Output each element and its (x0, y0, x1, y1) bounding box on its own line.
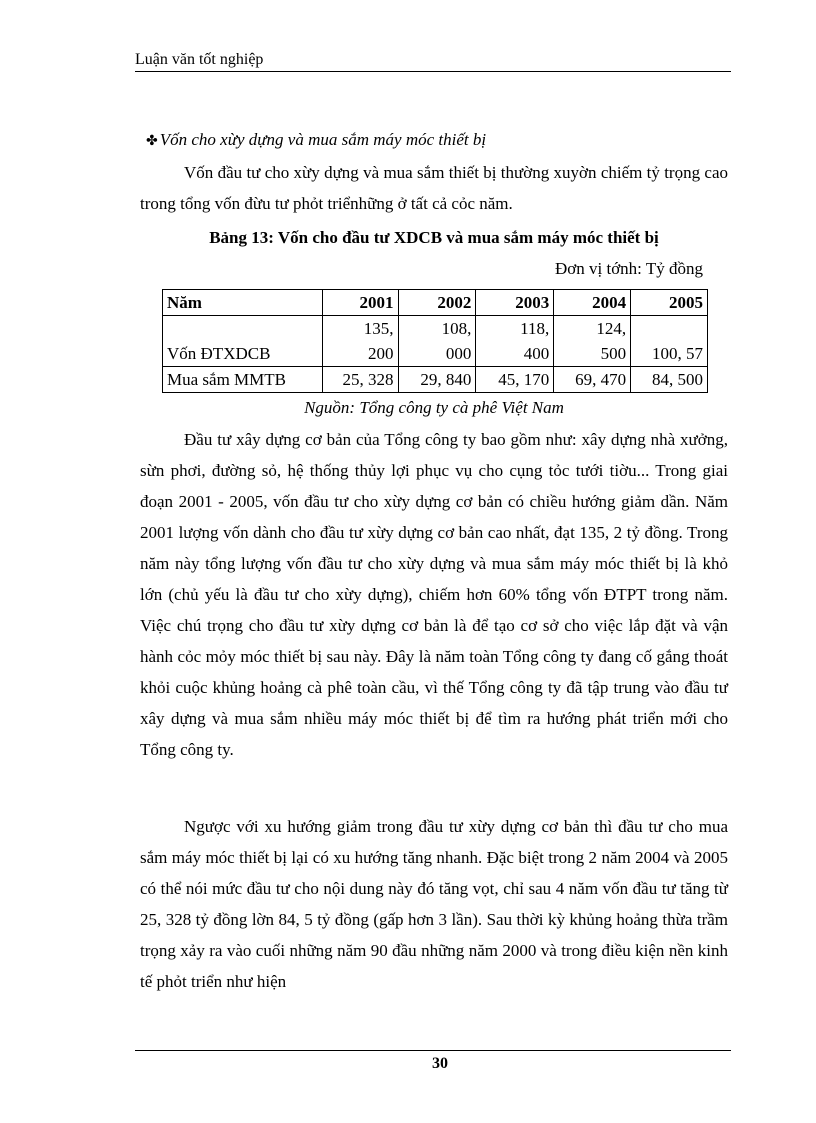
table-header-cell: 2002 (398, 290, 476, 316)
cell-line: 108, (441, 319, 472, 338)
page-number: 30 (432, 1055, 448, 1072)
cell-line: 500 (600, 344, 627, 363)
footer-divider (135, 1050, 731, 1051)
table-cell (398, 316, 476, 367)
section-heading-text: Vốn cho xừy dựng và mua sắm máy móc thiết bị (159, 130, 487, 149)
bullet-icon: ✤ (146, 134, 158, 149)
table-cell: 45, 170 (476, 367, 554, 393)
paragraph-construction: Đầu tư xây dựng cơ bản của Tổng công ty bao gồm như: xây dựng nhà xưởng, sừn phơi, đường sỏ, hệ thống thủy lợi phục vụ cho cụng tỏc tưới tiờu... Trong giai đoạn 2001 - 2005, vốn đầu tư cho xừy dựng cơ bản có chiều hướng giảm dần. Năm 2001 lượng vốn dành cho đầu tư xừy dựng cơ bản cao nhất, đạt 135, 2 tỷ đồng. Trong năm này tổng lượng vốn đầu tư cho xừy dựng và mua sắm máy móc thiết bị là khỏ lớn (chủ yếu là đầu tư cho xừy dựng), chiếm hơn 60% tổng vốn ĐTPT trong năm. Việc chú trọng cho đầu tư xừy dựng cơ bản là để tạo cơ sở cho việc lắp đặt và vận hành cỏc mỏy móc thiết bị sau này. Đây là năm toàn Tổng công ty đang cố gắng thoát khỏi cuộc khủng hoảng cà phê toàn cầu, vì thế Tổng công ty đã tập trung vào đầu tư xây dựng và mua sắm nhiều máy móc thiết bị để tìm ra hướng phát triển mới cho Tổng công ty. (140, 430, 728, 759)
table-cell: 25, 328 (322, 367, 398, 393)
paragraph-intro: Vốn đầu tư cho xừy dựng và mua sắm thiết bị thường xuyờn chiếm tỷ trọng cao trong tổng vốn đừu tư phỏt triểnhững ở tất cả cỏc năm. (140, 163, 728, 213)
table-header-cell: Năm (163, 290, 323, 316)
capital-table (162, 289, 708, 393)
table-cell (322, 316, 398, 367)
page-header: Luận văn tốt nghiệp (135, 51, 264, 68)
row-label: Vốn ĐTXDCB (163, 316, 323, 367)
table-unit: Đơn vị tớnh: Tỷ đồng (554, 259, 703, 278)
table-cell: 29, 840 (398, 367, 476, 393)
paragraph-equipment: Ngược với xu hướng giảm trong đầu tư xừy dựng cơ bản thì đầu tư cho mua sắm máy móc thiết bị lại có xu hướng tăng nhanh. Đặc biệt trong 2 năm 2004 và 2005 có thể nói mức đầu tư cho nội dung này đó tăng vọt, chỉ sau 4 năm vốn đầu tư tăng từ 25, 328 tỷ đồng lờn 84, 5 tỷ đồng (gấp hơn 3 lần). Sau thời kỳ khủng hoảng thừa trầm trọng xảy ra vào cuối những năm 90 đầu những năm 2000 và trong điều kiện nền kinh tế phỏt triển như hiện (140, 817, 728, 991)
table-cell (554, 316, 631, 367)
table-header-cell: 2004 (554, 290, 631, 316)
cell-line: 000 (445, 344, 472, 363)
cell-line: 400 (523, 344, 550, 363)
cell-line: 118, (520, 319, 550, 338)
cell-line: 100, 57 (652, 344, 703, 363)
header-divider (135, 71, 731, 72)
row-label: Mua sắm MMTB (163, 367, 323, 393)
section-heading (146, 128, 731, 154)
table-row (163, 367, 708, 393)
cell-line: 124, (596, 319, 627, 338)
cell-line: 200 (368, 344, 394, 363)
cell-line: 135, (363, 319, 394, 338)
table-title: Bảng 13: Vốn cho đầu tư XDCB và mua sắm máy móc thiết bị (209, 228, 659, 247)
table-header-row (163, 290, 708, 316)
table-header-cell: 2003 (476, 290, 554, 316)
table-cell: 69, 470 (554, 367, 631, 393)
table-header-cell: 2005 (631, 290, 708, 316)
table-cell (631, 316, 708, 367)
table-row (163, 316, 708, 367)
table-cell: 84, 500 (631, 367, 708, 393)
table-header-cell: 2001 (322, 290, 398, 316)
table-cell (476, 316, 554, 367)
table-source: Nguồn: Tổng công ty cà phê Việt Nam (304, 398, 564, 417)
